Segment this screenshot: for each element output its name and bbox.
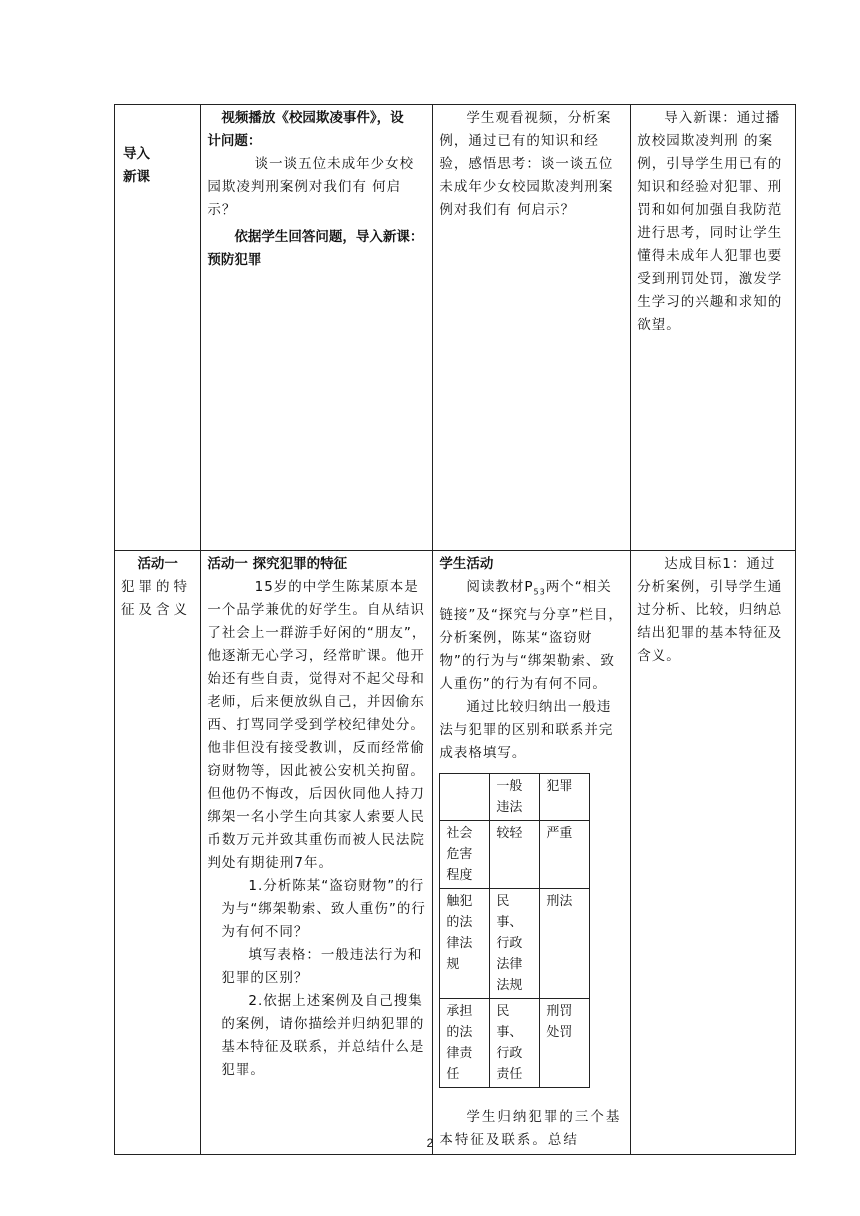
section-label-line1: 导入 (123, 146, 150, 162)
question-2: 2.依据上述案例及自己搜集的案例，请你描绘并归纳犯罪的基本特征及联系，并总结什么是犯罪。 (221, 993, 425, 1078)
reading-task-pre: 阅读教材P (466, 579, 534, 595)
table-row (440, 998, 590, 1087)
case-text: 15岁的中学生陈某原本是一个品学兼优的好学生。自从结识了社会上一群游手好闲的“朋友”，他逐渐无心学习，经常旷课。他开始还有些自责，觉得对不起父母和老师，后来便放纵自己，并因偷东西、打骂同学受到学校纪律处分。他非但没有接受教训，反而经常偷窃财物等，因此被公安机关拘留。但他仍不悔改，后因伙同他人持刀绑架一名小学生向其家人索要人民币数万元并致其重伤而被人民法院判处有期徒刑7年。 (207, 579, 427, 871)
student-activity-cell (433, 551, 631, 1155)
table-cell: 社会危害程度 (440, 820, 490, 888)
table-row (440, 773, 590, 820)
table-row (115, 551, 796, 1155)
table-cell: 刑法 (540, 888, 590, 998)
question-1: 1.分析陈某“盗窃财物”的行为与“绑架勒索、致人重伤”的行为有何不同？ (221, 878, 426, 940)
table-cell: 一般违法 (490, 773, 540, 820)
section-cell (115, 551, 201, 1155)
table-cell: 严重 (540, 820, 590, 888)
question-1-fill: 填写表格：一般违法行为和犯罪的区别？ (221, 947, 423, 986)
design-intent-text: 导入新课：通过播放校园欺凌判刑 的案例，引导学生用已有的知识和经验对犯罪、刑罚和如何加强自我防范进行思考，同时让学生懂得未成年人犯罪也要受到刑罚处罚，激发学生学习的兴趣和求知的欲望。 (637, 110, 783, 333)
design-intent-text: 达成目标1：通过分析案例，引导学生通过分析、比较，归纳总结出犯罪的基本特征及含义。 (637, 556, 783, 664)
table-cell: 承担的法律责任 (440, 998, 490, 1087)
table-row (440, 888, 590, 998)
activity-title: 活动一 探究犯罪的特征 (207, 556, 348, 572)
section-subtitle: 犯罪的特征及含义 (121, 579, 191, 618)
lead-in-text: 依据学生回答问题，导入新课：预防犯罪 (207, 229, 424, 268)
table-cell (440, 773, 490, 820)
design-intent-cell (631, 551, 796, 1155)
table-cell: 民事、行政法律法规 (490, 888, 540, 998)
student-activity-cell (433, 105, 631, 551)
reading-task (439, 576, 624, 696)
table-cell: 刑罚处罚 (540, 998, 590, 1087)
comparison-table (439, 773, 590, 1088)
discussion-question: 谈一谈五位未成年少女校园欺凌判刑案例对我们有 何启示？ (207, 156, 415, 218)
lesson-plan-table (114, 104, 796, 1155)
student-activity-title: 学生活动 (439, 556, 494, 572)
table-row (440, 820, 590, 888)
table-row (115, 105, 796, 551)
table-cell: 犯罪 (540, 773, 590, 820)
teacher-activity-cell (201, 551, 433, 1155)
section-label-line2: 新课 (123, 169, 150, 185)
design-intent-cell (631, 105, 796, 551)
student-activity-text: 学生观看视频，分析案例，通过已有的知识和经验，感悟思考：谈一谈五位未成年少女校园欺凌判刑案例对我们有 何启示？ (439, 110, 614, 218)
compare-task: 通过比较归纳出一般违法与犯罪的区别和联系并完成表格填写。 (439, 698, 614, 761)
table-cell: 民事、行政责任 (490, 998, 540, 1087)
teacher-activity-cell (201, 105, 433, 551)
page-ref: 53 (533, 587, 546, 597)
reading-task-post: 两个“相关链接”及“探究与分享”栏目，分析案例，陈某“盗窃财物”的行为与“绑架勒索、致人重伤”的行为有何不同。 (439, 579, 623, 692)
video-heading-cont: 计问题： (207, 133, 262, 149)
table-cell: 触犯的法律法规 (440, 888, 490, 998)
page-number: 2 (426, 1136, 434, 1150)
section-title: 活动一 (137, 556, 178, 572)
table-cell: 较轻 (490, 820, 540, 888)
summary-text: 学生归纳犯罪的三个基本特征及联系。总结 (439, 1108, 622, 1148)
video-heading: 视频播放《校园欺凌事件》，设 (221, 110, 404, 126)
section-cell (115, 105, 201, 551)
